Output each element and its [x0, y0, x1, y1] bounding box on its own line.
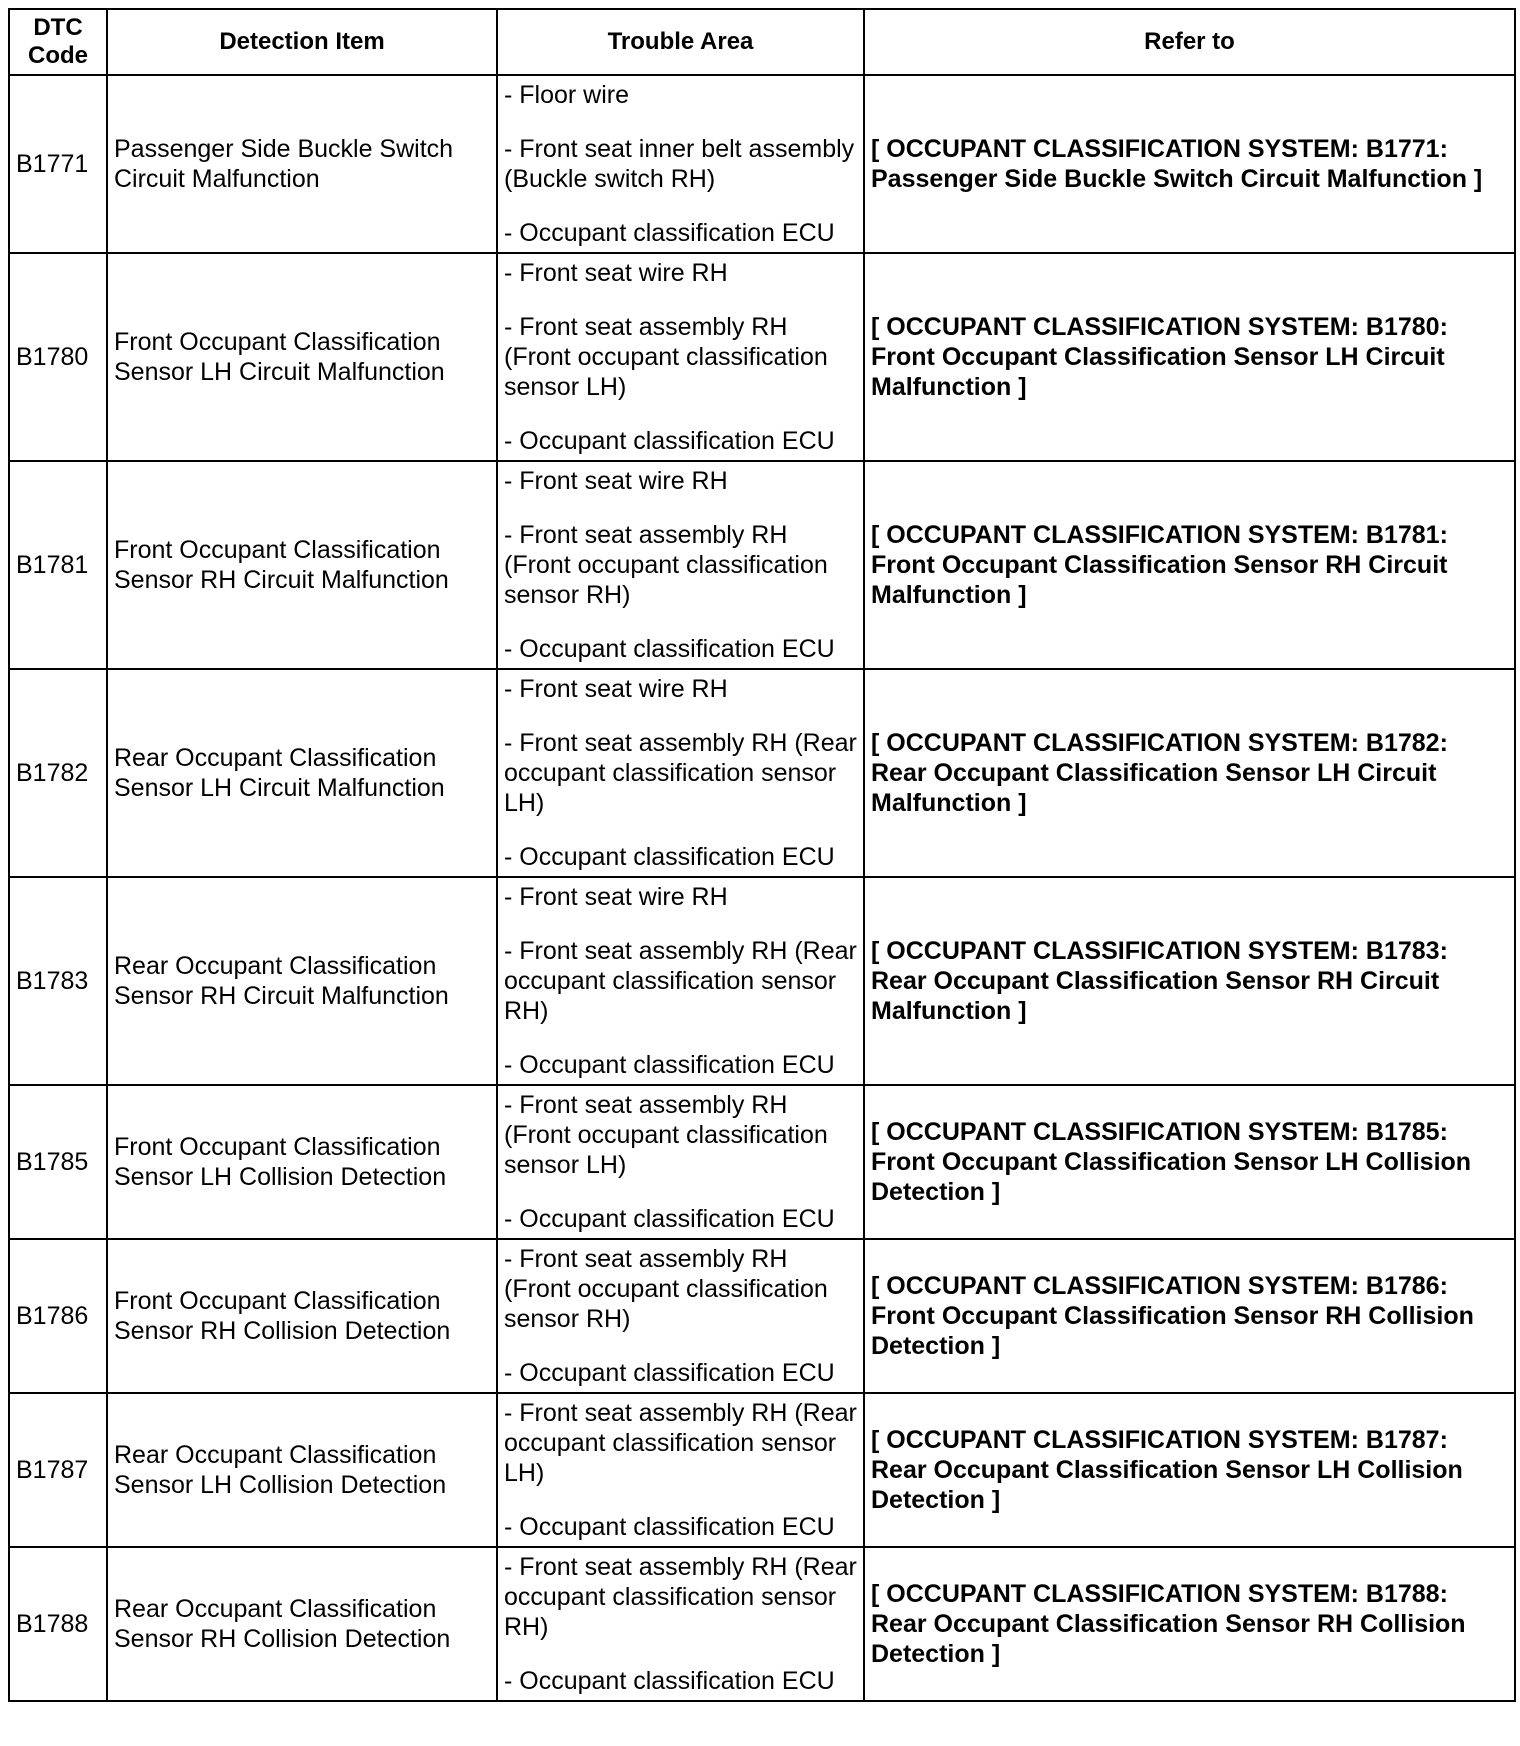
table-row — [9, 877, 1515, 1085]
trouble-area-item: - Occupant classification ECU — [504, 1667, 835, 1695]
dtc-code: B1787 — [9, 1393, 107, 1547]
refer-to-link[interactable]: [ OCCUPANT CLASSIFICATION SYSTEM: B1771: Passenger Side Buckle Switch Circuit Malfunction ] — [864, 75, 1515, 253]
trouble-area — [497, 1239, 864, 1393]
detection-item: Front Occupant Classification Sensor LH Circuit Malfunction — [107, 253, 497, 461]
trouble-area-item: - Occupant classification ECU — [504, 219, 835, 247]
trouble-area — [497, 1085, 864, 1239]
refer-to-link[interactable]: [ OCCUPANT CLASSIFICATION SYSTEM: B1783: Rear Occupant Classification Sensor RH Circuit Malfunction ] — [864, 877, 1515, 1085]
header-code: DTC Code — [9, 9, 107, 75]
refer-to-link[interactable]: [ OCCUPANT CLASSIFICATION SYSTEM: B1781: Front Occupant Classification Sensor RH Circuit Malfunction ] — [864, 461, 1515, 669]
dtc-code: B1788 — [9, 1547, 107, 1701]
header-trouble-area: Trouble Area — [497, 9, 864, 75]
detection-item: Rear Occupant Classification Sensor LH Collision Detection — [107, 1393, 497, 1547]
dtc-code: B1782 — [9, 669, 107, 877]
detection-item: Passenger Side Buckle Switch Circuit Malfunction — [107, 75, 497, 253]
trouble-area-item: - Front seat inner belt assembly (Buckle switch RH) — [504, 135, 855, 193]
detection-item: Rear Occupant Classification Sensor RH Circuit Malfunction — [107, 877, 497, 1085]
trouble-area-item: - Occupant classification ECU — [504, 1359, 835, 1387]
dtc-code: B1780 — [9, 253, 107, 461]
trouble-area-item: - Front seat wire RH — [504, 467, 728, 495]
header-refer-to: Refer to — [864, 9, 1515, 75]
table-row — [9, 253, 1515, 461]
table-row — [9, 1085, 1515, 1239]
trouble-area-item: - Front seat assembly RH (Rear occupant classification sensor RH) — [504, 1553, 857, 1641]
trouble-area — [497, 75, 864, 253]
table-row — [9, 1393, 1515, 1547]
dtc-code: B1783 — [9, 877, 107, 1085]
refer-to-link[interactable]: [ OCCUPANT CLASSIFICATION SYSTEM: B1787: Rear Occupant Classification Sensor LH Collision Detection ] — [864, 1393, 1515, 1547]
dtc-table — [8, 8, 1516, 1702]
dtc-code: B1785 — [9, 1085, 107, 1239]
refer-to-link[interactable]: [ OCCUPANT CLASSIFICATION SYSTEM: B1788: Rear Occupant Classification Sensor RH Collision Detection ] — [864, 1547, 1515, 1701]
detection-item: Front Occupant Classification Sensor LH Collision Detection — [107, 1085, 497, 1239]
trouble-area-item: - Front seat assembly RH (Rear occupant classification sensor LH) — [504, 1399, 857, 1487]
refer-to-link[interactable]: [ OCCUPANT CLASSIFICATION SYSTEM: B1785: Front Occupant Classification Sensor LH Collision Detection ] — [864, 1085, 1515, 1239]
trouble-area-item: - Front seat assembly RH (Front occupant classification sensor LH) — [504, 313, 828, 401]
trouble-area — [497, 253, 864, 461]
detection-item: Rear Occupant Classification Sensor LH Circuit Malfunction — [107, 669, 497, 877]
table-row — [9, 1239, 1515, 1393]
refer-to-link[interactable]: [ OCCUPANT CLASSIFICATION SYSTEM: B1786: Front Occupant Classification Sensor RH Collision Detection ] — [864, 1239, 1515, 1393]
trouble-area — [497, 461, 864, 669]
trouble-area-item: - Front seat wire RH — [504, 883, 728, 911]
header-detection-item: Detection Item — [107, 9, 497, 75]
trouble-area-item: - Occupant classification ECU — [504, 427, 835, 455]
trouble-area — [497, 1393, 864, 1547]
dtc-code: B1781 — [9, 461, 107, 669]
detection-item: Front Occupant Classification Sensor RH Collision Detection — [107, 1239, 497, 1393]
trouble-area — [497, 1547, 864, 1701]
header-row — [9, 9, 1515, 75]
refer-to-link[interactable]: [ OCCUPANT CLASSIFICATION SYSTEM: B1782: Rear Occupant Classification Sensor LH Circuit Malfunction ] — [864, 669, 1515, 877]
dtc-code: B1786 — [9, 1239, 107, 1393]
trouble-area — [497, 669, 864, 877]
trouble-area-item: - Front seat assembly RH (Rear occupant classification sensor LH) — [504, 729, 857, 817]
detection-item: Front Occupant Classification Sensor RH Circuit Malfunction — [107, 461, 497, 669]
table-row — [9, 75, 1515, 253]
trouble-area-item: - Front seat assembly RH (Front occupant classification sensor LH) — [504, 1091, 828, 1179]
trouble-area-item: - Front seat assembly RH (Front occupant classification sensor RH) — [504, 1245, 828, 1333]
trouble-area-item: - Occupant classification ECU — [504, 1051, 835, 1079]
trouble-area-item: - Front seat wire RH — [504, 259, 728, 287]
table-row — [9, 461, 1515, 669]
refer-to-link[interactable]: [ OCCUPANT CLASSIFICATION SYSTEM: B1780: Front Occupant Classification Sensor LH Circuit Malfunction ] — [864, 253, 1515, 461]
trouble-area-item: - Front seat wire RH — [504, 675, 728, 703]
trouble-area-item: - Front seat assembly RH (Rear occupant classification sensor RH) — [504, 937, 857, 1025]
dtc-code: B1771 — [9, 75, 107, 253]
detection-item: Rear Occupant Classification Sensor RH Collision Detection — [107, 1547, 497, 1701]
trouble-area — [497, 877, 864, 1085]
trouble-area-item: - Occupant classification ECU — [504, 843, 835, 871]
trouble-area-item: - Occupant classification ECU — [504, 1513, 835, 1541]
trouble-area-item: - Front seat assembly RH (Front occupant classification sensor RH) — [504, 521, 828, 609]
table-row — [9, 1547, 1515, 1701]
trouble-area-item: - Floor wire — [504, 81, 630, 109]
trouble-area-item: - Occupant classification ECU — [504, 635, 835, 663]
table-row — [9, 669, 1515, 877]
trouble-area-item: - Occupant classification ECU — [504, 1205, 835, 1233]
